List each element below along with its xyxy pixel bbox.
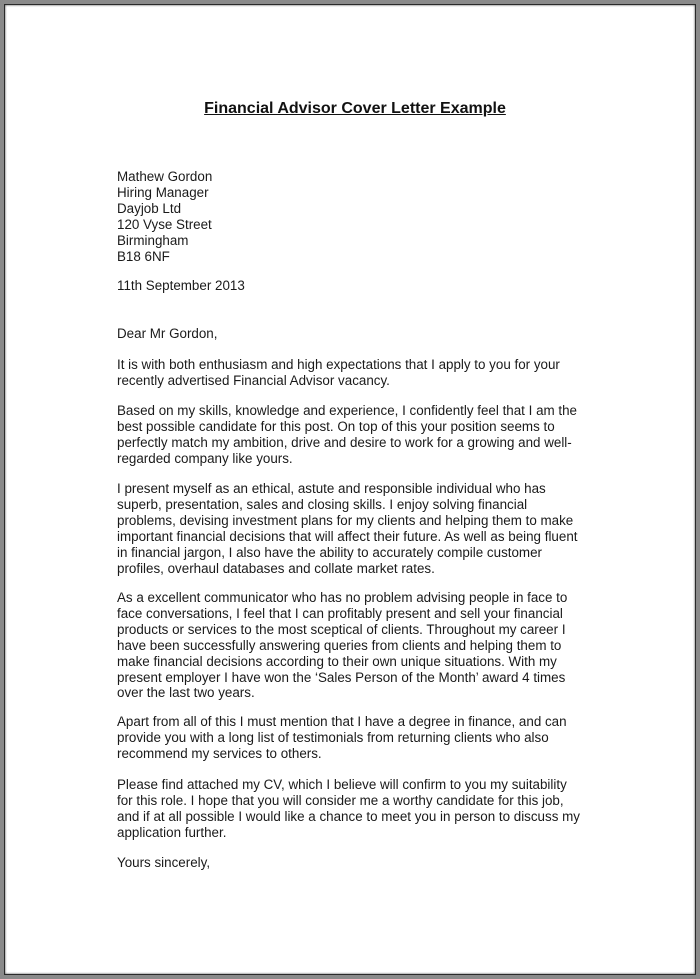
address-line: Hiring Manager bbox=[117, 184, 209, 200]
paragraph-line: I present myself as an ethical, astute and responsible individual who has bbox=[117, 481, 546, 496]
paragraph bbox=[117, 357, 597, 389]
paragraph-line: recommend my services to others. bbox=[117, 745, 322, 761]
paragraph bbox=[117, 777, 597, 841]
document-page bbox=[4, 4, 696, 975]
paragraph-line: perfectly match my ambition, drive and desire to work for a growing and well- bbox=[117, 434, 572, 450]
address-line: B18 6NF bbox=[117, 248, 170, 264]
paragraph-line: important financial decisions that will affect their future. As well as being fluent bbox=[117, 528, 578, 544]
paragraph-line: superb, presentation, sales and closing skills. I enjoy solving financial bbox=[117, 496, 528, 512]
paragraph-line: best possible candidate for this post. On top of this your position seems to bbox=[117, 418, 555, 434]
address-line: 120 Vyse Street bbox=[117, 216, 212, 232]
paragraph-line: problems, devising investment plans for my clients and helping them to make bbox=[117, 512, 574, 528]
paragraph-line: regarded company like yours. bbox=[117, 450, 293, 466]
page-title: Financial Advisor Cover Letter Example bbox=[204, 100, 506, 117]
paragraph-line: in financial jargon, I also have the ability to accurately compile customer bbox=[117, 544, 542, 560]
paragraph-line: As a excellent communicator who has no problem advising people in face to bbox=[117, 590, 568, 605]
address-line: Dayjob Ltd bbox=[117, 200, 182, 216]
address-line: Mathew Gordon bbox=[117, 169, 213, 184]
paragraph-line: recently advertised Financial Advisor vacancy. bbox=[117, 372, 390, 388]
paragraph-line: It is with both enthusiasm and high expectations that I apply to you for your bbox=[117, 357, 560, 372]
letter-date: 11th September 2013 bbox=[117, 278, 245, 293]
closing: Yours sincerely, bbox=[117, 855, 211, 870]
paragraph-line: make financial decisions according to their own unique situations. With my bbox=[117, 653, 557, 669]
paragraph-line: products or services to the most sceptical of clients. Throughout my career I bbox=[117, 621, 566, 637]
paragraph bbox=[117, 481, 597, 576]
paragraph bbox=[117, 714, 597, 762]
paragraph-line: Based on my skills, knowledge and experience, I confidently feel that I am the bbox=[117, 403, 578, 418]
paragraph-line: for this role. I hope that you will consider me a worthy candidate for this job, bbox=[117, 792, 564, 808]
paragraph-line: Apart from all of this I must mention that I have a degree in finance, and can bbox=[117, 714, 567, 729]
paragraph-line: have been successfully answering queries from clients and helping them to bbox=[117, 637, 562, 653]
paragraph-line: present employer I have won the ‘Sales Person of the Month’ award 4 times bbox=[117, 669, 566, 685]
paragraph-line: and if at all possible I would like a chance to meet you in person to discuss my bbox=[117, 808, 580, 824]
recipient-address bbox=[117, 169, 212, 264]
paragraph-line: Please find attached my CV, which I believe will confirm to you my suitability bbox=[117, 777, 567, 792]
paragraph-line: provide you with a long list of testimonials from returning clients who also bbox=[117, 729, 549, 745]
address-line: Birmingham bbox=[117, 232, 189, 248]
paragraph bbox=[117, 403, 597, 467]
paragraph bbox=[117, 590, 597, 701]
paragraph-line: application further. bbox=[117, 824, 227, 840]
paragraph-line: over the last two years. bbox=[117, 685, 255, 701]
salutation: Dear Mr Gordon, bbox=[117, 326, 218, 341]
paragraph-line: profiles, overhaul databases and collate market rates. bbox=[117, 560, 435, 576]
paragraph-line: face conversations, I feel that I can profitably present and sell your financial bbox=[117, 605, 563, 621]
